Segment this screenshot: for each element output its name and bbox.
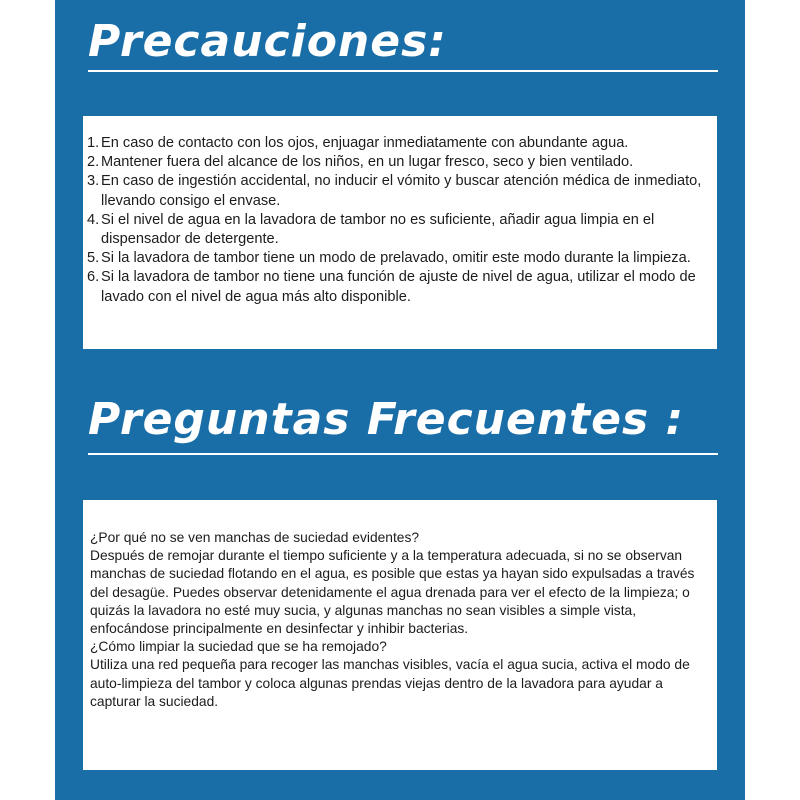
precaution-item-2 [87,153,711,172]
faq-title: Preguntas Frecuentes : [88,394,685,445]
precaution-text: En caso de contacto con los ojos, enjuagar inmediatamente con abundante agua. [101,135,629,151]
precaution-text: Si la lavadora de tambor no tiene una función de ajuste de nivel de agua, utilizar el modo de lavado con el nivel de agua más alto disponible. [101,269,696,305]
precaution-item-6 [87,268,711,306]
faq-divider [88,453,718,455]
precaution-number: 6. [87,269,100,286]
precaution-text: Si la lavadora de tambor tiene un modo de prelavado, omitir este modo durante la limpieza. [101,250,691,267]
precaution-number: 3. [87,173,100,190]
precautions-list [87,134,711,307]
precaution-number: 5. [87,250,100,267]
faq-answer-2: Utiliza una red pequeña para recoger las manchas visibles, vacía el agua sucia, activa el modo de auto-limpieza del tambor y coloca algunas prendas viejas dentro de la lavadora para ayudar a capturar la suciedad. [90,657,690,709]
faq-question-1: ¿Por qué no se ven manchas de suciedad evidentes? [90,530,420,545]
precaution-text: En caso de ingestión accidental, no inducir el vómito y buscar atención médica de inmediato, llevando consigo el envase. [101,173,702,209]
precaution-text: Mantener fuera del alcance de los niños, en un lugar fresco, seco y bien ventilado. [101,154,634,171]
precaution-number: 2. [87,154,100,171]
precautions-divider [88,70,718,72]
precaution-item-1 [87,134,711,153]
faq-box [83,500,717,770]
precautions-box [83,116,717,349]
precaution-number: 1. [87,135,100,151]
precaution-text: Si el nivel de agua en la lavadora de tambor no es suficiente, añadir agua limpia en el dispensador de detergente. [101,211,655,248]
faq-question-2: ¿Cómo limpiar la suciedad que se ha remojado? [90,639,387,655]
precaution-item-3 [87,172,711,210]
precautions-title: Precauciones: [88,16,447,67]
faq-answer-1: Después de remojar durante el tiempo suficiente y a la temperatura adecuada, si no se observan manchas de suciedad flotando en el agua, es posible que estas ya hayan sido expulsadas a través del desagüe. Puedes observar detenidamente el agua drenada para ver el efecto de la limpieza; o quizás la lavadora no esté muy sucia, y algunas manchas no sean visibles a simple vista, enfocándose principalmente en desinfectar y inhibir bacterias. [90,548,695,637]
precaution-number: 4. [87,211,100,228]
precaution-item-4 [87,211,711,249]
precaution-item-5 [87,249,711,268]
